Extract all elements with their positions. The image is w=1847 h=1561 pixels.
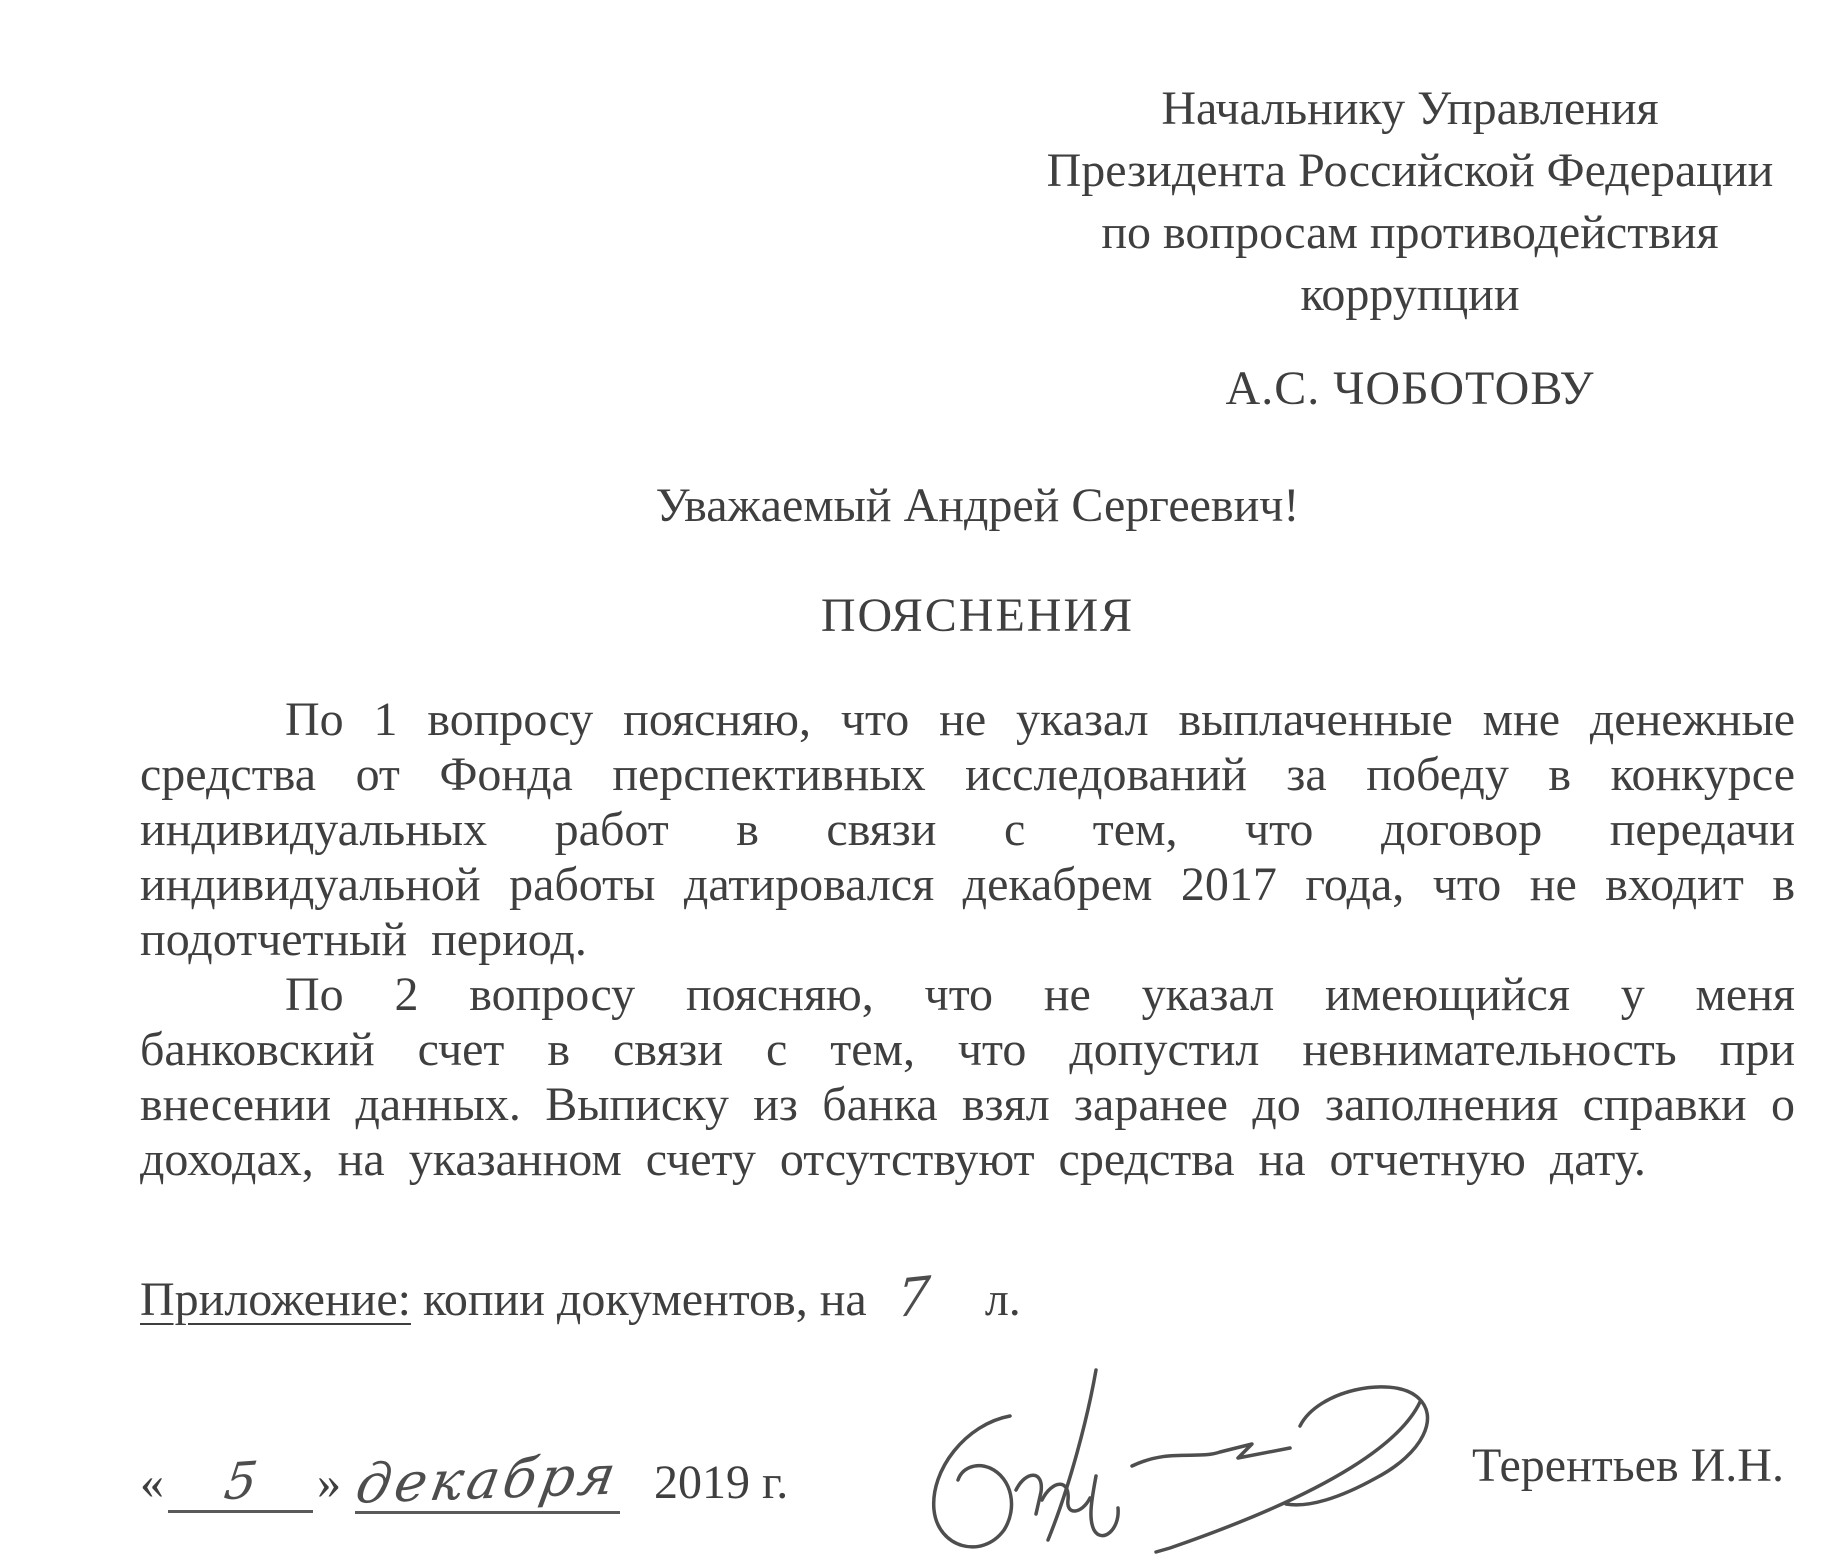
attachment-label: Приложение: bbox=[140, 1273, 411, 1326]
signer-name: Терентьев И.Н. bbox=[1472, 1439, 1784, 1492]
salutation: Уважаемый Андрей Сергеевич! bbox=[655, 479, 1300, 532]
recipient-line-1: Начальнику Управления bbox=[1161, 82, 1659, 135]
signature-scribble bbox=[918, 1358, 1478, 1561]
day-blank-underline bbox=[168, 1452, 313, 1513]
signature-tall-stroke bbox=[1048, 1370, 1096, 1540]
month-blank-underline bbox=[351, 1443, 624, 1516]
attachment-text: копии документов, на bbox=[422, 1273, 867, 1326]
date-line bbox=[140, 1443, 789, 1516]
signature-flourish-loop bbox=[1286, 1387, 1428, 1505]
attachment-suffix: л. bbox=[984, 1273, 1021, 1326]
close-quote: » bbox=[317, 1456, 341, 1509]
addressee-name: А.С. ЧОБОТОВУ bbox=[1225, 362, 1595, 415]
handwritten-month: декабря bbox=[351, 1443, 624, 1516]
body-paragraphs bbox=[140, 692, 1795, 1187]
recipient-line-2: Президента Российской Федерации bbox=[1046, 144, 1774, 197]
paragraph-2: По 2 вопросу поясняю, что не указал имеющийся у меня банковский счет в связи с тем, что допустил невнимательность при внесении данных. Выписку из банка взял заранее до заполнения справки о доходах, на указанном счету отсутствуют средства на отчетную дату. bbox=[140, 968, 1795, 1186]
handwritten-sheet-count: 7 bbox=[894, 1265, 932, 1331]
signature-c-loop bbox=[934, 1416, 1012, 1547]
handwritten-day: 5 bbox=[220, 1450, 261, 1512]
recipient-line-3: по вопросам противодействия bbox=[1101, 206, 1719, 259]
open-quote: « bbox=[140, 1456, 164, 1509]
paragraph-1: По 1 вопросу поясняю, что не указал выплаченные мне денежные средства от Фонда перспективных исследований за победу в конкурсе индивидуальных работ в связи с тем, что договор передачи индивидуальной работы датировался декабрем 2017 года, что не входит в подотчетный период. bbox=[140, 693, 1795, 966]
document-title: ПОЯСНЕНИЯ bbox=[820, 589, 1135, 642]
signature-wavy-line bbox=[1132, 1444, 1290, 1466]
recipient-line-4: коррупции bbox=[1300, 268, 1520, 321]
date-year: 2019 г. bbox=[654, 1456, 789, 1509]
recipient-block bbox=[1030, 78, 1790, 420]
attachment-line bbox=[140, 1265, 1021, 1331]
